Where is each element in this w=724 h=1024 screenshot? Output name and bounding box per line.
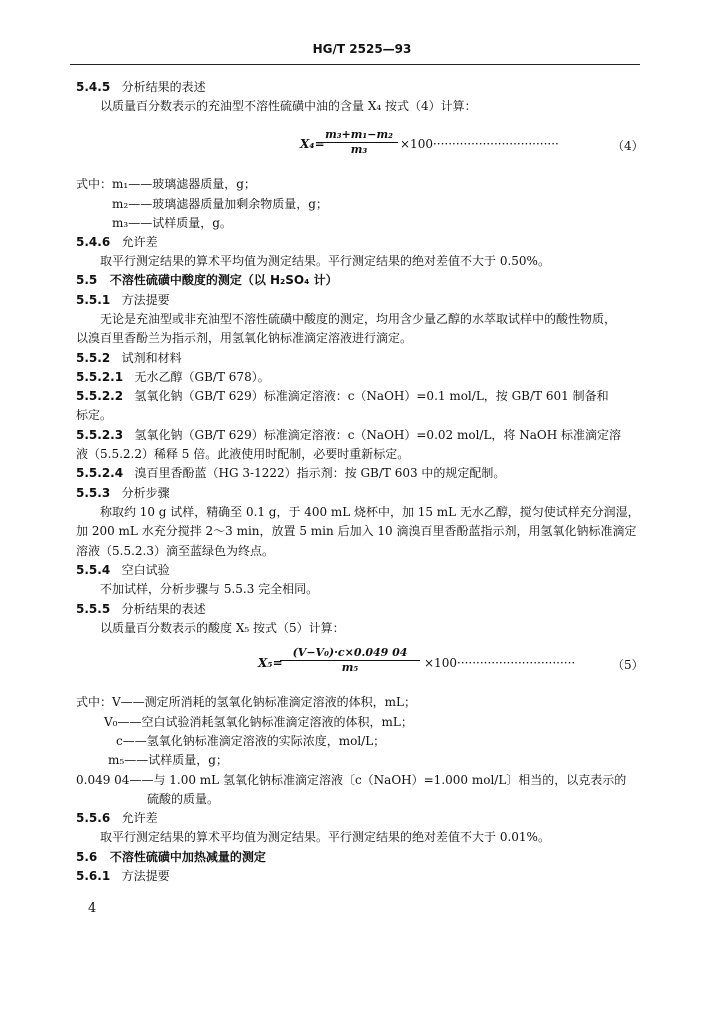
where-line: 式中：m₁——玻璃滤器质量，g； — [76, 177, 256, 191]
paragraph: 加 200 mL 水充分搅拌 2～3 min，放置 5 min 后加入 10 滴溴百里香酚蓝指示剂，用氢氧化钠标准滴定 — [76, 524, 637, 538]
equation-5-denominator: m₅ — [341, 661, 359, 674]
equation-4-lhs: X₄= — [300, 137, 325, 151]
item-5-5-2-1: 5.5.2.1 无水乙醇（GB/T 678）。 — [76, 370, 270, 384]
where-line: c——氢氧化钠标准滴定溶液的实际浓度，mol/L； — [116, 734, 386, 748]
section-5-5-6: 5.5.6 允许差 — [76, 811, 158, 825]
section-5-5-5: 5.5.5 分析结果的表述 — [76, 602, 206, 616]
item-5-5-2-3: 5.5.2.3 氢氧化钠（GB/T 629）标准滴定溶液：c（NaOH）=0.02 mol/L，将 NaOH 标准滴定溶 — [76, 428, 622, 442]
where-line: 0.049 04——与 1.00 mL 氢氧化钠标准滴定溶液〔c（NaOH）=1.000 mol/L〕相当的，以克表示的 — [76, 773, 627, 787]
section-5-4-6: 5.4.6 允许差 — [76, 235, 158, 249]
equation-5-lhs: X₅= — [258, 656, 283, 670]
header-rule — [70, 64, 640, 65]
paragraph: 无论是充油型或非充油型不溶性硫磺中酸度的测定，均用含少量乙醇的水萃取试样中的酸性物质， — [100, 312, 617, 326]
section-5-6-1: 5.6.1 方法提要 — [76, 869, 170, 883]
paragraph: 取平行测定结果的算术平均值为测定结果。平行测定结果的绝对差值不大于 0.50%。 — [100, 254, 550, 268]
paragraph: 液（5.5.2.2）稀释 5 倍。此液使用时配制，必要时重新标定。 — [76, 447, 410, 461]
equation-4-denominator: m₃ — [350, 143, 368, 156]
where-line: m₃——试样质量，g。 — [112, 216, 232, 230]
equation-4-number: （4） — [612, 139, 644, 153]
paragraph: 取平行测定结果的算术平均值为测定结果。平行测定结果的绝对差值不大于 0.01%。 — [100, 830, 550, 844]
section-5-5: 5.5 不溶性硫磺中酸度的测定（以 H₂SO₄ 计） — [76, 273, 338, 287]
equation-5-tail: ×100······························· — [424, 656, 576, 670]
where-line: 式中：V——测定所消耗的氢氧化钠标准滴定溶液的体积，mL； — [76, 695, 417, 709]
section-5-5-1: 5.5.1 方法提要 — [76, 293, 170, 307]
paragraph: 不加试样，分析步骤与 5.5.3 完全相同。 — [100, 582, 319, 596]
paragraph: 称取约 10 g 试样，精确至 0.1 g，于 400 mL 烧杯中，加 15 mL 无水乙醇，搅匀使试样充分润湿， — [100, 505, 640, 519]
page-number: 4 — [88, 901, 97, 916]
section-5-4-5: 5.4.5 分析结果的表述 — [76, 80, 206, 94]
equation-4-fraction — [320, 128, 398, 157]
page-header: HG/T 2525—93 — [312, 42, 412, 56]
paragraph: 以质量百分数表示的充油型不溶性硫磺中油的含量 X₄ 按式（4）计算： — [100, 99, 477, 113]
paragraph: 标定。 — [76, 408, 113, 422]
where-line: 硫酸的质量。 — [147, 792, 220, 806]
equation-4-tail: ×100································· — [400, 137, 559, 151]
where-line: m₂——玻璃滤器质量加剩余物质量，g； — [112, 197, 328, 211]
where-line: m₅——试样质量，g； — [108, 753, 228, 767]
paragraph: 溶液（5.5.2.3）滴至蓝绿色为终点。 — [76, 544, 274, 558]
paragraph: 以质量百分数表示的酸度 X₅ 按式（5）计算： — [100, 621, 345, 635]
where-line: V₀——空白试验消耗氢氧化钠标准滴定溶液的体积，mL； — [104, 715, 413, 729]
item-5-5-2-2: 5.5.2.2 氢氧化钠（GB/T 629）标准滴定溶液：c（NaOH）=0.1 mol/L，按 GB/T 601 制备和 — [76, 389, 609, 403]
paragraph: 以溴百里香酚兰为指示剂，用氢氧化钠标准滴定溶液进行滴定。 — [76, 331, 413, 345]
equation-5-numerator: (V−V₀)·c×0.049 04 — [280, 646, 420, 661]
section-5-5-3: 5.5.3 分析步骤 — [76, 486, 170, 500]
item-5-5-2-4: 5.5.2.4 溴百里香酚蓝（HG 3-1222）指示剂：按 GB/T 603 中的规定配制。 — [76, 466, 506, 480]
equation-5-fraction — [280, 646, 420, 675]
section-5-5-2: 5.5.2 试剂和材料 — [76, 351, 182, 365]
equation-4-numerator: m₃+m₁−m₂ — [320, 128, 398, 143]
section-5-6: 5.6 不溶性硫磺中加热减量的测定 — [76, 850, 266, 864]
section-5-5-4: 5.5.4 空白试验 — [76, 563, 170, 577]
equation-5-number: （5） — [612, 658, 644, 672]
